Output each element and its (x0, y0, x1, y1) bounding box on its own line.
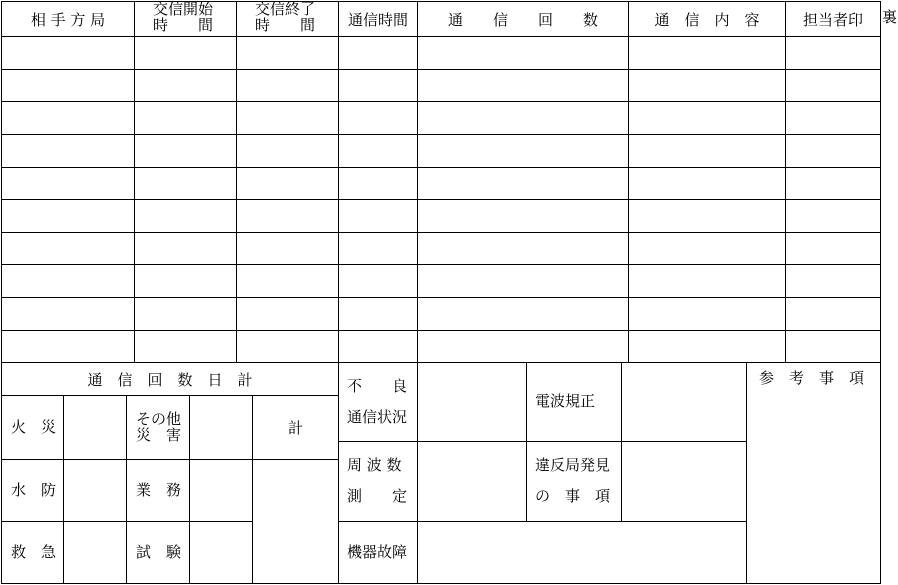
row-line (1, 69, 881, 70)
label-other-disaster-line2: 災 害 (136, 426, 182, 444)
label-other-disaster-line1: その他 (136, 410, 182, 428)
summary-row-line (1, 459, 338, 460)
label-violation-line1: 違反局発見 (535, 456, 611, 474)
status-row-line (338, 441, 747, 442)
summary-row-line (1, 521, 253, 522)
row-line (1, 199, 881, 200)
row-line (1, 264, 881, 265)
row-line (1, 330, 881, 331)
label-test: 試 験 (136, 543, 182, 561)
column-line (417, 1, 418, 584)
header-separator (1, 36, 881, 37)
label-frequency-line2: 測 定 (347, 487, 408, 505)
summary-column-line (126, 395, 127, 583)
row-line (1, 297, 881, 298)
status-column-line (526, 362, 527, 521)
label-total: 計 (287, 419, 303, 437)
column-line (785, 1, 786, 362)
column-line (134, 1, 135, 362)
side-label: 裏 (882, 8, 898, 26)
status-column-line (621, 362, 622, 521)
label-regulation: 電波規正 (535, 392, 596, 410)
label-reference: 参 考 事 項 (759, 369, 865, 387)
header-end-time-line1: 交信終了 (255, 0, 316, 18)
header-seal: 担当者印 (802, 10, 863, 29)
header-start-time-line2: 時 間 (153, 16, 214, 34)
header-count: 通 信 回 数 (447, 10, 598, 29)
daily-total-title: 通 信 回 数 日 計 (87, 370, 253, 389)
label-poor-line1: 不 良 (347, 377, 408, 395)
header-duration: 通信時間 (347, 10, 408, 29)
label-equipment-fault: 機器故障 (347, 543, 408, 561)
header-start-time-line1: 交信開始 (153, 0, 214, 18)
summary-column-line (189, 395, 190, 583)
column-line (628, 1, 629, 362)
row-line (1, 167, 881, 168)
row-line (1, 232, 881, 233)
column-line (236, 1, 237, 362)
status-row-line (338, 521, 747, 522)
header-station: 相 手 方 局 (30, 10, 106, 29)
label-rescue: 救 急 (11, 543, 57, 561)
reference-column-line (746, 362, 747, 583)
label-poor-line2: 通信状況 (347, 408, 408, 426)
label-business: 業 務 (136, 481, 182, 499)
label-frequency-line1: 周 波 数 (347, 456, 402, 474)
summary-column-line (63, 395, 64, 583)
right-border (880, 1, 881, 584)
header-end-time-line2: 時 間 (255, 16, 316, 34)
row-line (1, 101, 881, 102)
left-border (1, 1, 2, 584)
label-fire: 火 災 (11, 418, 57, 436)
row-line (1, 134, 881, 135)
label-flood: 水 防 (11, 481, 57, 499)
label-violation-line2: の 事 項 (535, 487, 611, 505)
header-content: 通 信 内 容 (654, 10, 760, 29)
table-border-bottom (1, 583, 881, 584)
column-line (338, 1, 339, 584)
